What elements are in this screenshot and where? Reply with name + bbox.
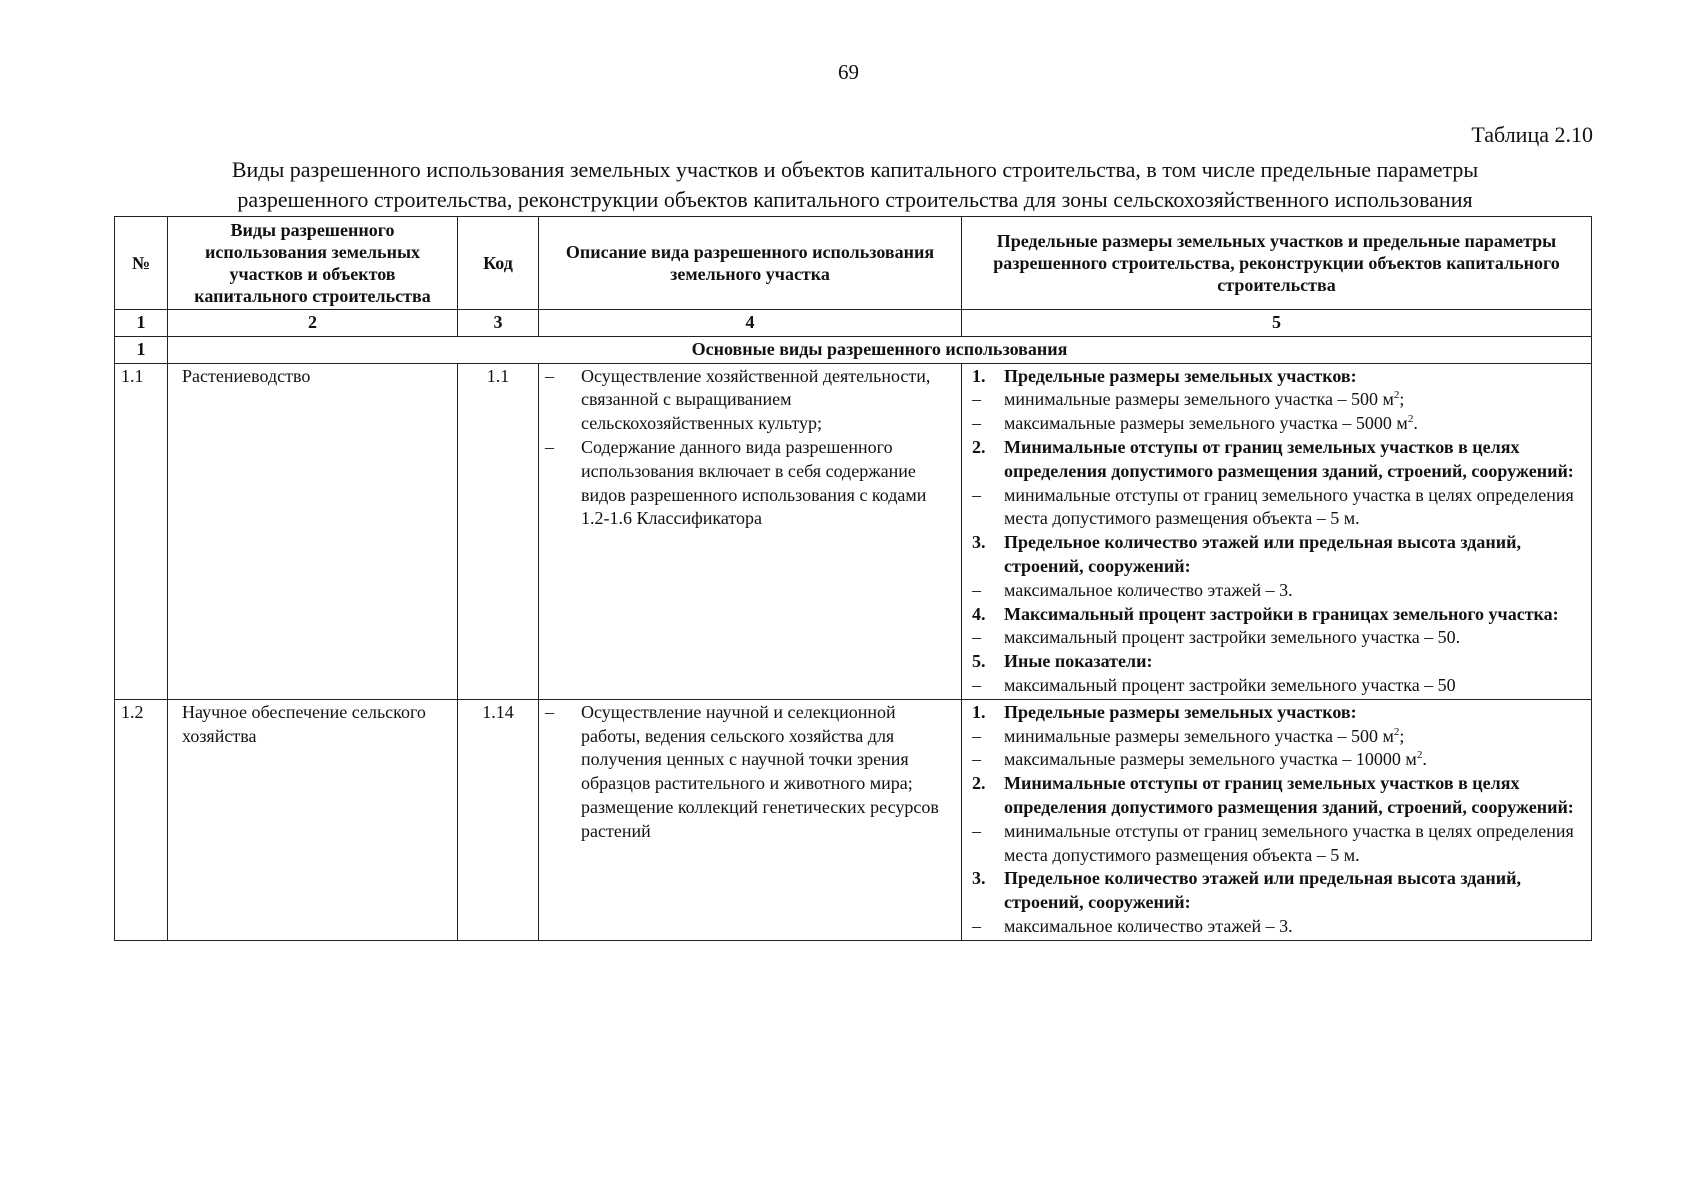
indent-text: минимальные отступы от границ земельного участка в целях определения места допустимого размещения объекта – 5 м. [1004, 484, 1574, 529]
limits-item [968, 820, 1585, 868]
row-limits [962, 699, 1592, 940]
indent-text: минимальные отступы от границ земельного участка в целях определения места допустимого размещения объекта – 5 м. [1004, 820, 1574, 865]
header-description: Описание вида разрешенного использования земельного участка [539, 217, 962, 310]
list-item [545, 436, 955, 531]
table-label: Таблица 2.10 [1471, 122, 1593, 147]
table-row [115, 699, 1592, 940]
heading-text: Минимальные отступы от границ земельных участков в целях определения допустимого размещения зданий, строений, сооружений: [1004, 773, 1574, 817]
superscript: 2 [1393, 725, 1400, 738]
dash-marker: – [545, 365, 554, 386]
heading-text: Иные показатели: [1004, 651, 1153, 672]
description-text: Осуществление научной и селекционной работы, ведения сельского хозяйства для получения ценных с научной точки зрения образцов растительного и животного мира; размещение коллекций генетических ресурсов растений [581, 701, 939, 841]
header-code: Код [458, 217, 539, 310]
heading-text: Предельное количество этажей или предельная высота зданий, строений, сооружений: [1004, 868, 1522, 913]
description-text: Осуществление хозяйственной деятельности, связанной с выращиванием сельскохозяйственных культур; [581, 365, 931, 434]
dash-marker: – [545, 701, 554, 722]
number-marker: 1. [972, 365, 986, 386]
column-number: 1 [115, 310, 168, 337]
number-marker: 2. [972, 436, 986, 457]
number-marker: 2. [972, 773, 986, 794]
heading-text: Предельные размеры земельных участков: [1004, 701, 1357, 722]
heading-text: Предельные размеры земельных участков: [1004, 365, 1357, 386]
limits-heading [968, 701, 1585, 725]
row-code: 1.14 [458, 699, 539, 940]
dash-marker: – [972, 413, 981, 434]
limits-item [968, 674, 1585, 698]
number-marker: 5. [972, 651, 986, 672]
number-marker: 1. [972, 701, 986, 722]
column-number-row [115, 310, 1592, 337]
dash-marker: – [972, 627, 981, 648]
row-description [539, 363, 962, 699]
number-marker: 3. [972, 532, 986, 553]
floors-text: максимальное количество этажей – 3. [1004, 579, 1293, 600]
heading-text: Максимальный процент застройки в границах земельного участка: [1004, 603, 1559, 624]
description-text: Содержание данного вида разрешенного использования включает в себя содержание видов разрешенного использования с кодами 1.2-1.6 Классификатора [581, 436, 927, 529]
section-num: 1 [115, 336, 168, 363]
page-number: 69 [838, 60, 859, 84]
dash-marker: – [972, 725, 981, 746]
zoning-table [114, 216, 1592, 941]
limits-item [968, 484, 1585, 532]
row-name: Растениеводство [168, 363, 458, 699]
limits-item [968, 915, 1585, 939]
min-area-text: минимальные размеры земельного участка – 500 м [1004, 725, 1394, 746]
punctuation: ; [1399, 725, 1405, 746]
limits-heading [968, 436, 1585, 484]
limits-item [968, 412, 1585, 436]
dash-marker: – [972, 749, 981, 770]
min-area-text: минимальные размеры земельного участка – 500 м [1004, 389, 1394, 410]
dash-marker: – [972, 389, 981, 410]
heading-text: Минимальные отступы от границ земельных участков в целях определения допустимого размещения зданий, строений, сооружений: [1004, 436, 1574, 481]
title-line-1: Виды разрешенного использования земельных участков и объектов капитального строительства, в том числе предельные параметры [231, 157, 1479, 182]
dash-marker: – [972, 674, 981, 695]
row-limits [962, 363, 1592, 699]
limits-heading [968, 603, 1585, 627]
dash-marker: – [972, 579, 981, 600]
column-number: 3 [458, 310, 539, 337]
number-marker: 3. [972, 868, 986, 889]
header-kind: Виды разрешенного использования земельных участков и объектов капитального строительства [168, 217, 458, 310]
floors-text: максимальное количество этажей – 3. [1004, 915, 1293, 936]
superscript: 2 [1407, 413, 1414, 426]
limits-heading [968, 772, 1585, 820]
coverage-text: максимальный процент застройки земельного участка – 50. [1004, 627, 1461, 648]
limits-item [968, 626, 1585, 650]
column-number: 4 [539, 310, 962, 337]
dash-marker: – [972, 484, 981, 505]
number-marker: 4. [972, 603, 986, 624]
section-row [115, 336, 1592, 363]
column-number: 5 [962, 310, 1592, 337]
list-item [545, 701, 955, 844]
superscript: 2 [1416, 749, 1423, 762]
list-item [545, 365, 955, 436]
limits-heading [968, 531, 1585, 579]
section-title: Основные виды разрешенного использования [168, 336, 1592, 363]
dash-marker: – [972, 820, 981, 841]
header-row [115, 217, 1592, 310]
limits-heading [968, 650, 1585, 674]
superscript: 2 [1393, 389, 1400, 402]
heading-text: Предельное количество этажей или предельная высота зданий, строений, сооружений: [1004, 532, 1522, 576]
row-name: Научное обеспечение сельского хозяйства [168, 699, 458, 940]
punctuation: . [1413, 413, 1418, 434]
row-description [539, 699, 962, 940]
max-area-text: максимальные размеры земельного участка – 10000 м [1004, 749, 1417, 770]
table-row [115, 363, 1592, 699]
title-line-2: разрешенного строительства, реконструкции объектов капитального строительства для зоны сельскохозяйственного использования [237, 187, 1473, 212]
limits-heading [968, 365, 1585, 389]
punctuation: . [1422, 749, 1427, 770]
dash-marker: – [545, 436, 554, 457]
row-num: 1.2 [115, 699, 168, 940]
header-num: № [115, 217, 168, 310]
dash-marker: – [972, 915, 981, 936]
limits-item [968, 725, 1585, 749]
limits-item [968, 748, 1585, 772]
column-number: 2 [168, 310, 458, 337]
document-title [115, 155, 1595, 215]
max-area-text: максимальные размеры земельного участка – 5000 м [1004, 413, 1408, 434]
other-text: максимальный процент застройки земельного участка – 50 [1004, 674, 1456, 695]
row-num: 1.1 [115, 363, 168, 699]
limits-item [968, 579, 1585, 603]
punctuation: ; [1399, 389, 1405, 410]
header-limits: Предельные размеры земельных участков и предельные параметры разрешенного строительства, реконструкции объектов капитального строительства [962, 217, 1592, 310]
limits-heading [968, 867, 1585, 915]
row-code: 1.1 [458, 363, 539, 699]
limits-item [968, 388, 1585, 412]
